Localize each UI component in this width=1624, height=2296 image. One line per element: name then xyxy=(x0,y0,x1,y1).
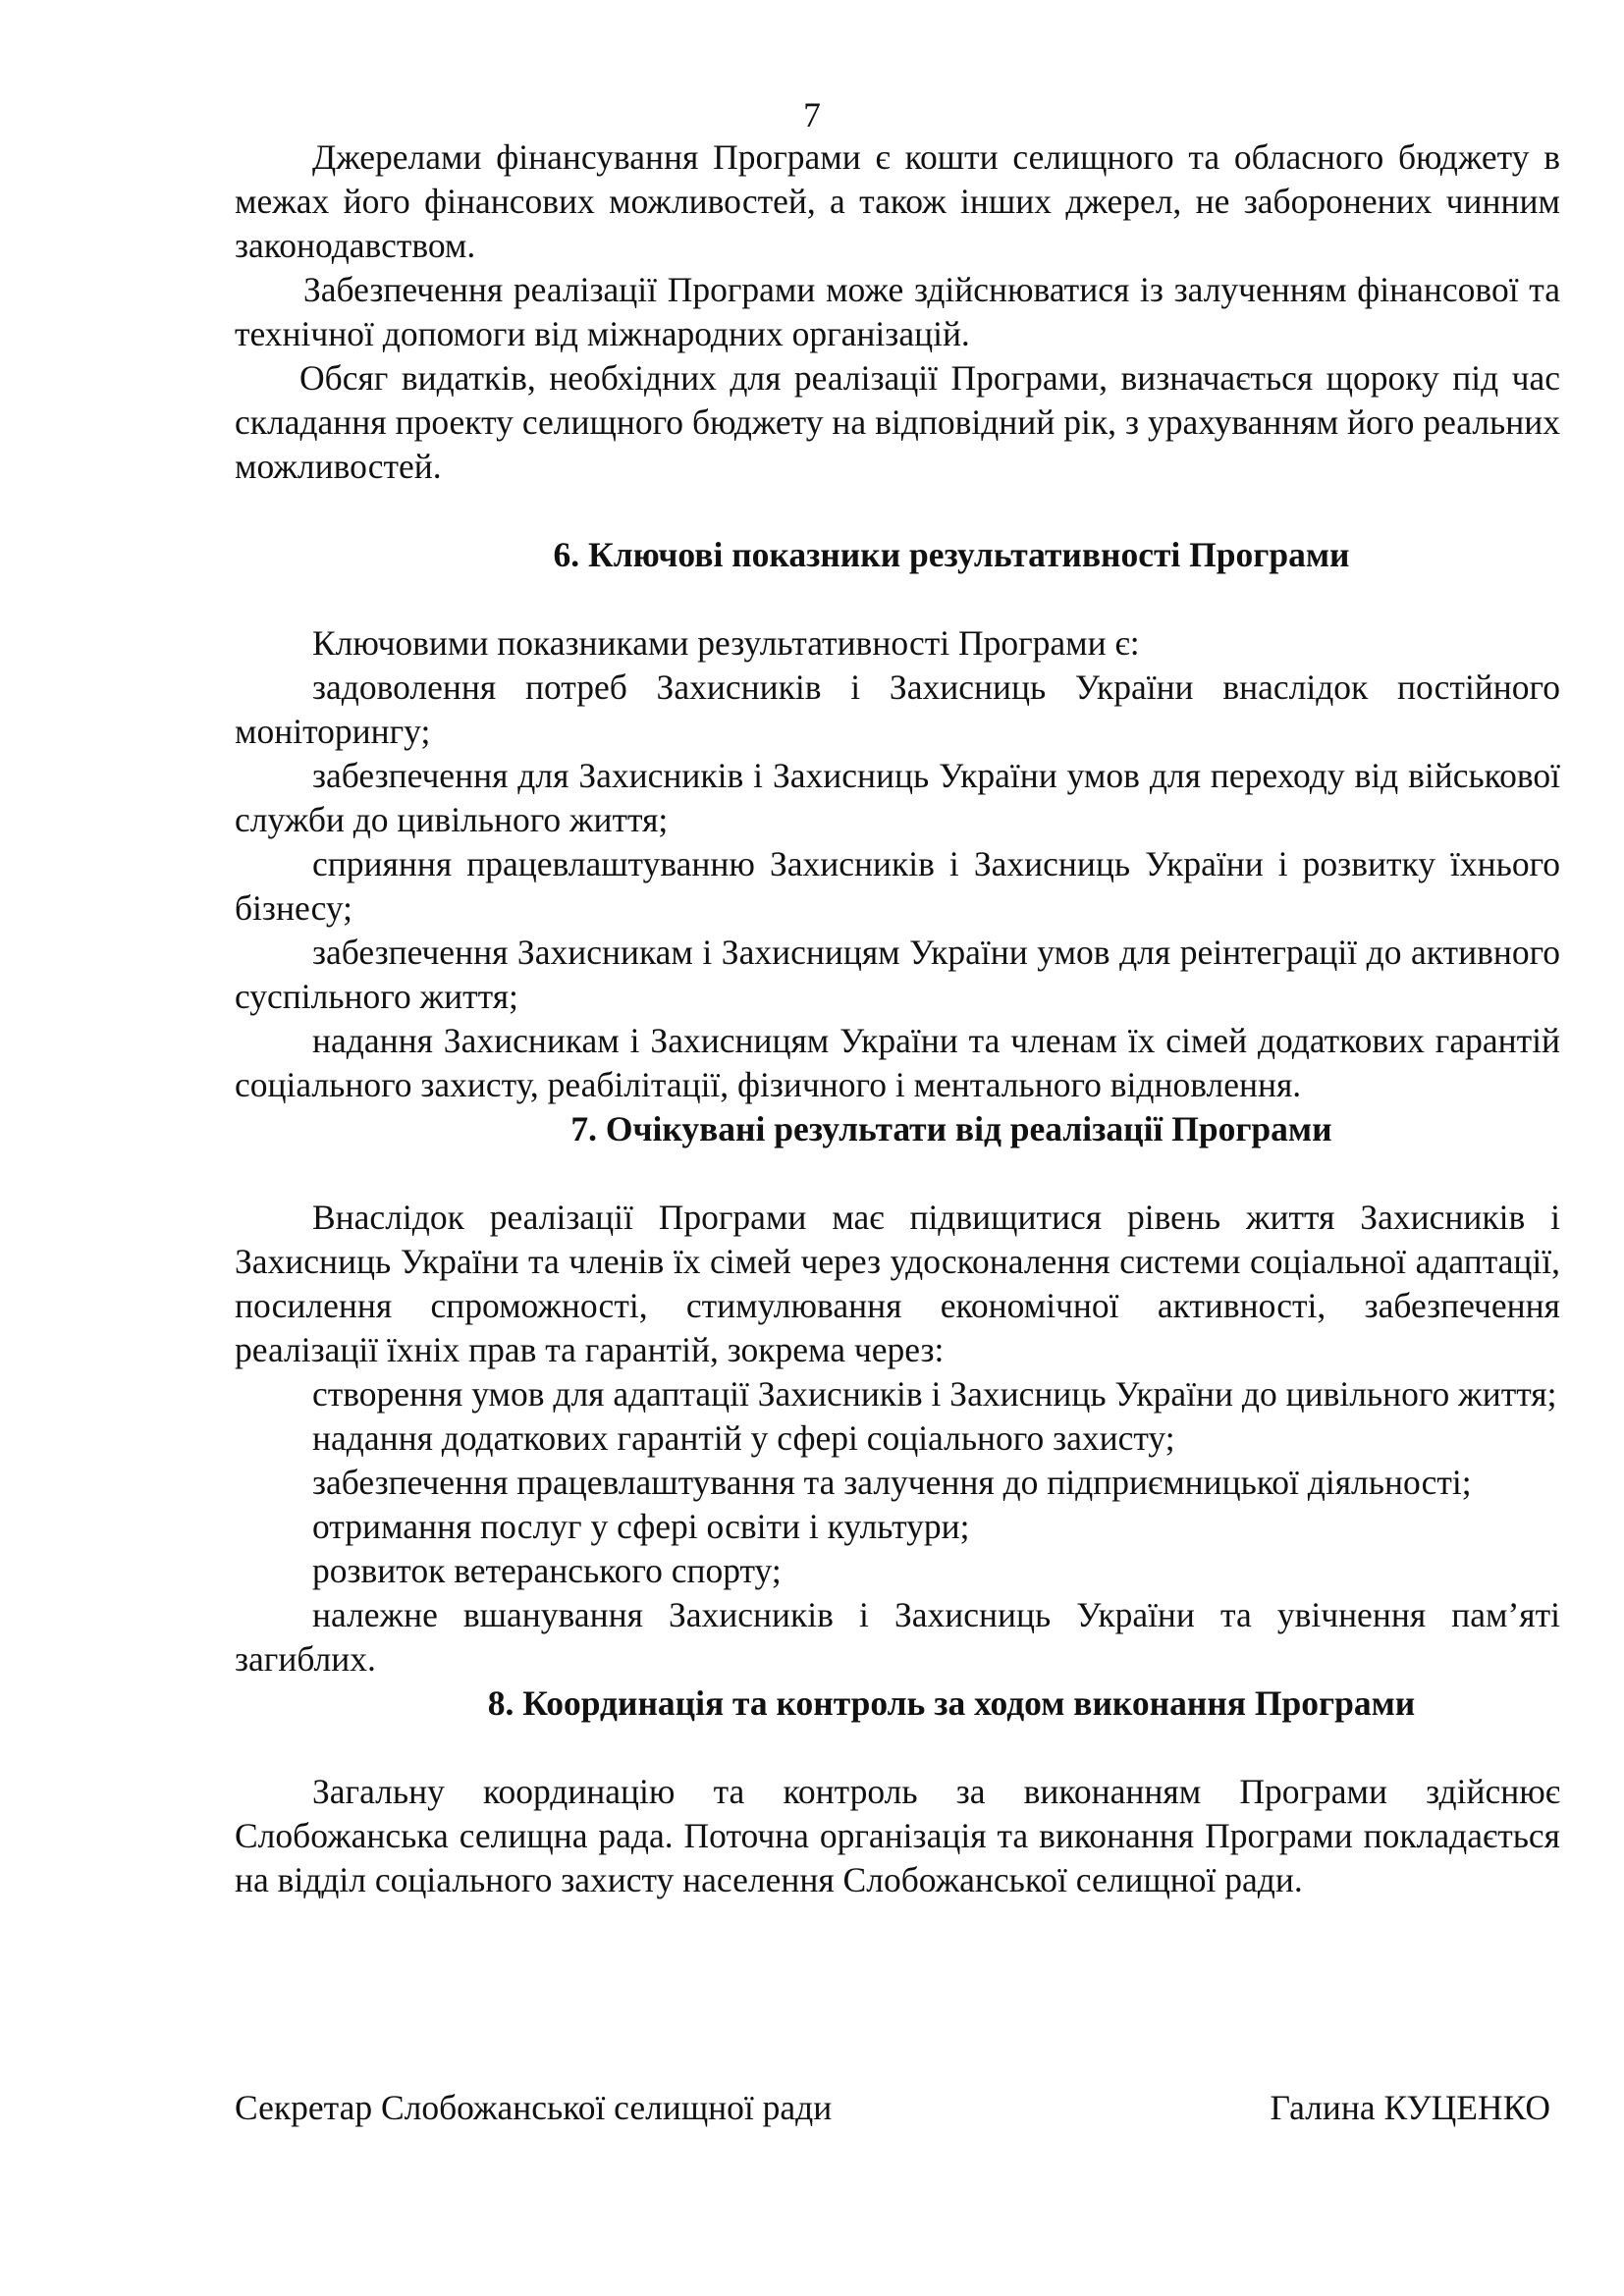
section-6-item: сприяння працевлаштуванню Захисників і Захисниць України і розвитку їхнього бізнесу; xyxy=(235,844,1560,928)
expenditure-paragraph: Обсяг видатків, необхідних для реалізації Програми, визначається щороку під час складання проекту селищного бюджету на відповідний рік, з урахуванням його реальних можливостей. xyxy=(235,358,1560,486)
signatory-name: Галина КУЦЕНКО xyxy=(1270,2088,1550,2127)
section-7-heading: 7. Очікувані результати від реалізації Програми xyxy=(570,1109,1332,1148)
section-7-item: забезпечення працевлаштування та залучення до підприємницької діяльності; xyxy=(312,1463,1472,1502)
section-6-item: забезпечення для Захисників і Захисниць України умов для переходу від військової служби до цивільного життя; xyxy=(235,756,1560,839)
section-7-item: створення умов для адаптації Захисників і Захисниць України до цивільного життя; xyxy=(312,1374,1557,1414)
section-6-item: забезпечення Захисникам і Захисницям України умов для реінтеграції до активного суспільного життя; xyxy=(235,933,1560,1016)
section-7-intro: Внаслідок реалізації Програми має підвищитися рівень життя Захисників і Захисниць України та членів їх сімей через удосконалення системи соціальної адаптації, посилення спроможності, стимулювання економічної активності, забезпечення реалізації їхніх прав та гарантій, зокрема через: xyxy=(235,1198,1560,1369)
section-7-item: отримання послуг у сфері освіти і культури; xyxy=(312,1507,970,1546)
section-6-intro: Ключовими показниками результативності Програми є: xyxy=(312,623,1140,663)
section-7-item: розвиток ветеранського спорту; xyxy=(312,1551,782,1590)
section-8-heading: 8. Координація та контроль за ходом виконання Програми xyxy=(487,1683,1416,1723)
section-7-item: належне вшанування Захисників і Захисниць України та увічнення пам’яті загиблих. xyxy=(235,1595,1560,1679)
section-6-item: надання Захисникам і Захисницям України та членам їх сімей додаткових гарантій соціального захисту, реабілітації, фізичного і ментального відновлення. xyxy=(235,1021,1560,1104)
section-6-heading: 6. Ключові показники результативності Програми xyxy=(553,535,1350,574)
page-number: 7 xyxy=(803,95,821,134)
document-body xyxy=(235,135,1560,1902)
funding-sources-paragraph: Джерелами фінансування Програми є кошти селищного та обласного бюджету в межах його фінансових можливостей, а також інших джерел, не заборонених чинним законодавством. xyxy=(235,137,1560,265)
international-aid-paragraph: Забезпечення реалізації Програми може здійснюватися із залученням фінансової та технічної допомоги від міжнародних організацій. xyxy=(235,270,1560,353)
section-8-text: Загальну координацію та контроль за виконанням Програми здійснює Слобожанська селищна рада. Поточна організація та виконання Програми покладається на відділ соціального захисту населення Слобожанської селищної ради. xyxy=(235,1772,1560,1899)
signature-block xyxy=(235,2086,1550,2130)
section-7-item: надання додаткових гарантій у сфері соціального захисту; xyxy=(312,1418,1175,1458)
signatory-position: Секретар Слобожанської селищної ради xyxy=(235,2088,833,2127)
section-6-item: задоволення потреб Захисників і Захисниць України внаслідок постійного моніторингу; xyxy=(235,667,1560,751)
